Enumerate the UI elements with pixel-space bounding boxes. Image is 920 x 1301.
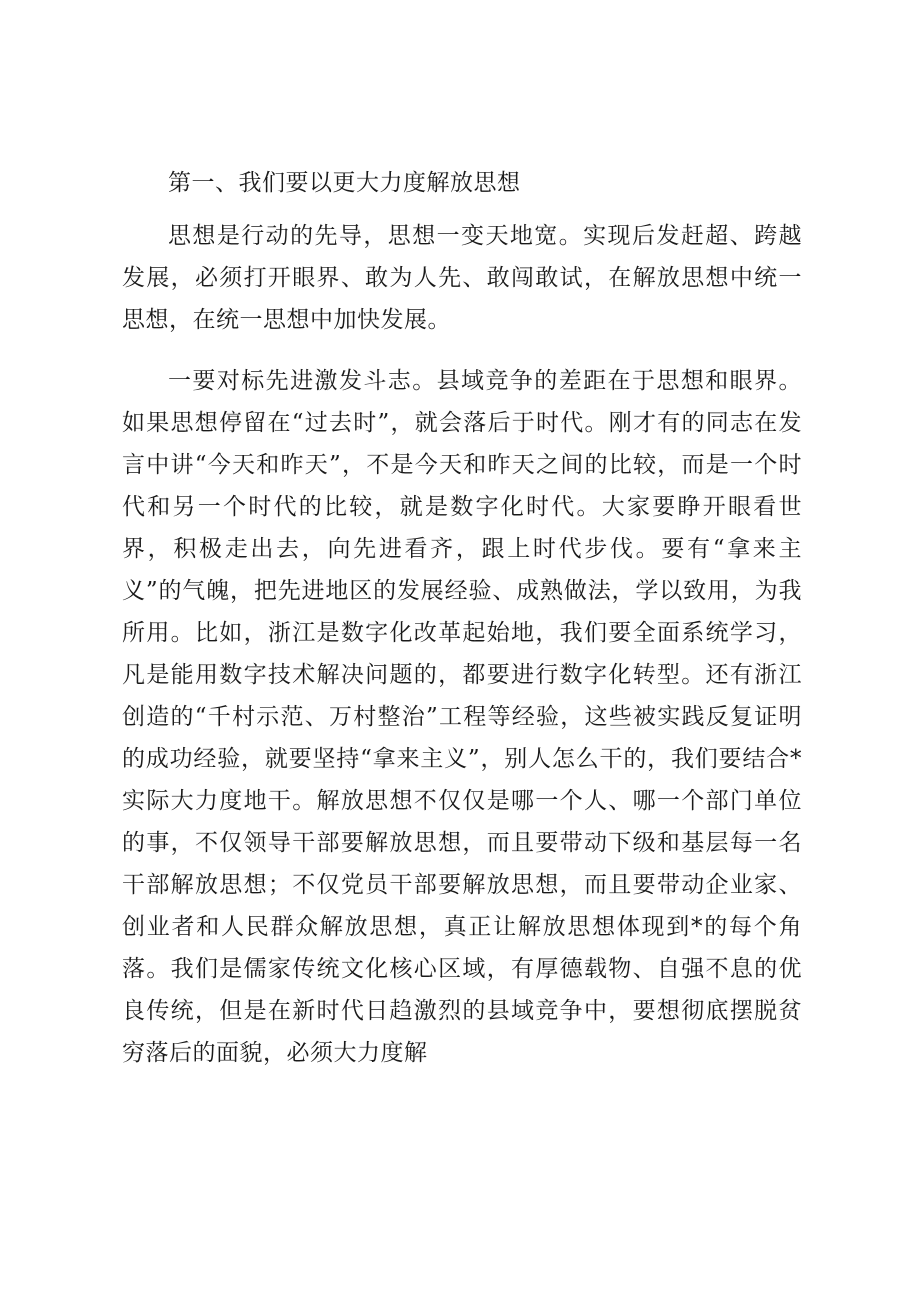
paragraph-intro: 思想是行动的先导，思想一变天地宽。实现后发赶超、跨越发展，必须打开眼界、敢为人先、敢闯敢试，在解放思想中统一思想，在统一思想中加快发展。 [122,223,802,333]
section-heading: 第一、我们要以更大力度解放思想 [168,170,521,196]
document-page [122,163,802,1074]
paragraph-benchmark: 一要对标先进激发斗志。县域竞争的差距在于思想和眼界。如果思想停留在“过去时”，就会落后于时代。刚才有的同志在发言中讲“今天和昨天”，不是今天和昨天之间的比较，而是一个时代和另一个时代的比较，就是数字化时代。大家要睁开眼看世界，积极走出去，向先进看齐，跟上时代步伐。要有“拿来主义”的气魄，把先进地区的发展经验、成熟做法，学以致用，为我所用。比如，浙江是数字化改革起始地，我们要全面系统学习，凡是能用数字技术解决问题的，都要进行数字化转型。还有浙江创造的“千村示范、万村整治”工程等经验，这些被实践反复证明的成功经验，就要坚持“拿来主义”，别人怎么干的，我们要结合*实际大力度地干。解放思想不仅仅是哪一个人、哪一个部门单位的事，不仅领导干部要解放思想，而且要带动下级和基层每一名干部解放思想；不仅党员干部要解放思想，而且要带动企业家、创业者和人民群众解放思想，真正让解放思想体现到*的每个角落。我们是儒家传统文化核心区域，有厚德载物、自强不息的优良传统，但是在新时代日趋激烈的县域竞争中，要想彻底摆脱贫穷落后的面貌，必须大力度解 [122,368,802,1066]
